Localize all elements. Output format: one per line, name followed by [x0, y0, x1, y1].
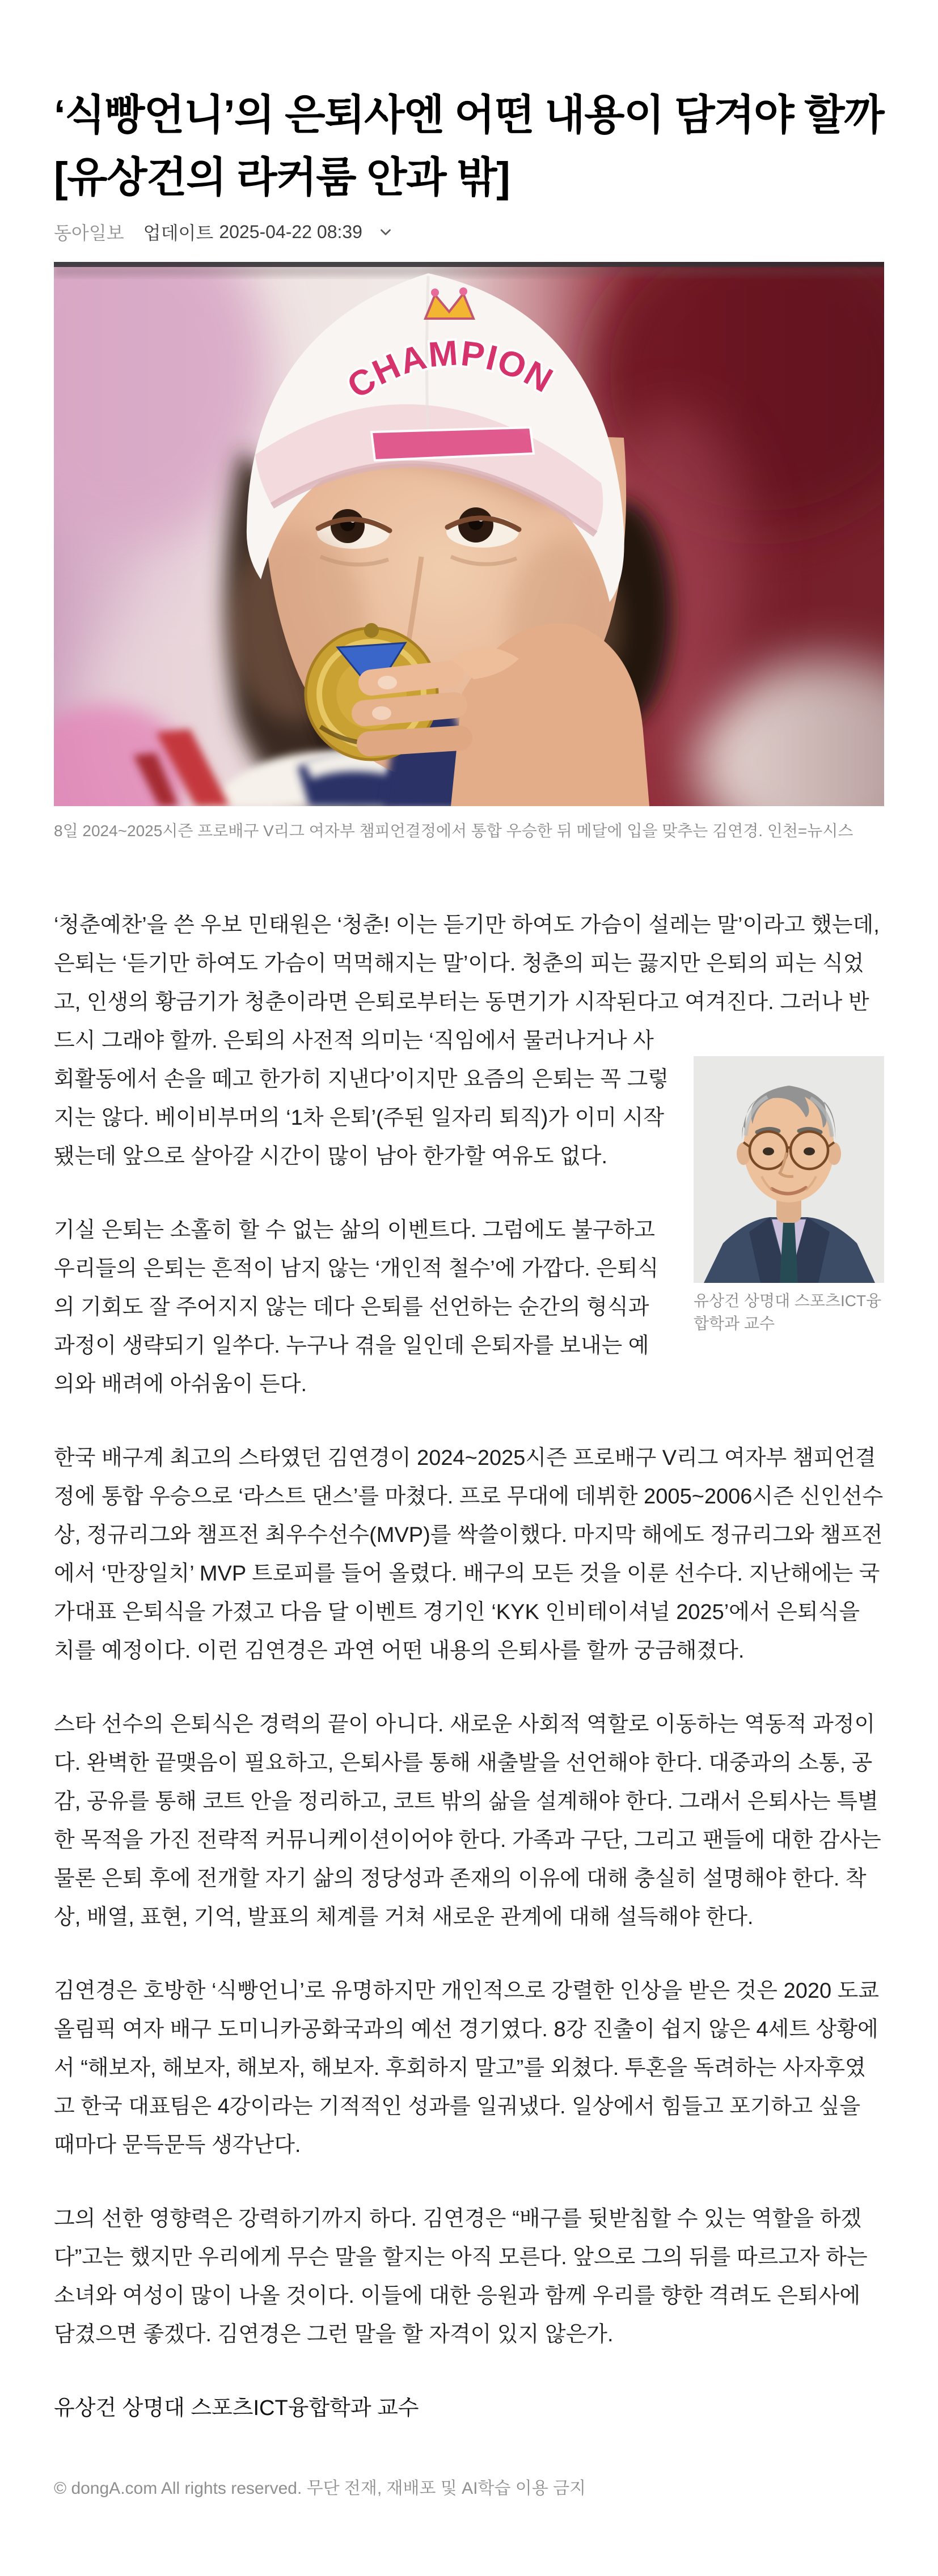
author-photo[interactable]	[694, 1056, 884, 1283]
hero-image[interactable]	[54, 262, 884, 806]
article-body	[54, 906, 884, 2427]
paragraph: ‘청춘예찬’을 쓴 우보 민태원은 ‘청춘! 이는 듣기만 하여도 가슴이 설레는 말’이라고 했는데, 은퇴는 ‘듣기만 하여도 가슴이 먹먹해지는 말’이다. 청춘의 피는 끓지만 은퇴의 피는 식었고, 인생의 황금기가 청춘이라면 은퇴로부터는 동면기가 시작된다고 여겨진다. 그러나 반드시 그래야 할까. 은퇴의 사전적 의미는 ‘직임에서 물러나거나 사회활동에서 손을 떼고 한가히 지낸다’이지만 요즘의 은퇴는 꼭 그렇지는 않다. 베이비부머의 ‘1차 은퇴’(주된 일자리 퇴직)가 이미 시작됐는데 앞으로 살아갈 시간이 많이 남아 한가할 여유도 없다.	[54, 913, 880, 1168]
source-name[interactable]: 동아일보	[54, 223, 124, 243]
page-title	[54, 84, 884, 209]
byline	[54, 219, 884, 245]
author-signature: 유상건 상명대 스포츠ICT융합학과 교수	[54, 2396, 419, 2420]
paragraph: 기실 은퇴는 소홀히 할 수 없는 삶의 이벤트다. 그럼에도 불구하고 우리들의 은퇴는 흔적이 남지 않는 ‘개인적 철수’에 가깝다. 은퇴식의 기회도 잘 주어지지 않는 데다 은퇴를 선언하는 순간의 형식과 과정이 생략되기 일쑤다. 누구나 겪을 일인데 은퇴자를 보내는 예의와 배려에 아쉬움이 든다.	[54, 1218, 659, 1396]
paragraph: 김연경은 호방한 ‘식빵언니’로 유명하지만 개인적으로 강렬한 인상을 받은 것은 2020 도쿄 올림픽 여자 배구 도미니카공화국과의 예선 경기였다. 8강 진출이 쉽지 않은 4세트 상황에서 “해보자, 해보자, 해보자, 해보자. 후회하지 말고”를 외쳤다. 투혼을 독려하는 사자후였고 한국 대표팀은 4강이라는 기적적인 성과를 일궈냈다. 일상에서 힘들고 포기하고 싶을 때마다 문득문득 생각난다.	[54, 1979, 880, 2157]
chevron-down-icon[interactable]	[377, 223, 394, 240]
author-figure	[694, 1056, 884, 1335]
article-page	[54, 0, 884, 2541]
updated-label: 업데이트	[143, 223, 214, 243]
paragraph: 스타 선수의 은퇴식은 경력의 끝이 아니다. 새로운 사회적 역할로 이동하는 역동적 과정이다. 완벽한 끝맺음이 필요하고, 은퇴사를 통해 새출발을 선언해야 한다. 대중과의 소통, 공감, 공유를 통해 코트 안을 정리하고, 코트 밖의 삶을 설계해야 한다. 그래서 은퇴사는 특별한 목적을 가진 전략적 커뮤니케이션이어야 한다. 가족과 구단, 그리고 팬들에 대한 감사는 물론 은퇴 후에 전개할 자기 삶의 정당성과 존재의 이유에 대해 충실히 설명해야 한다. 착상, 배열, 표현, 기억, 발표의 체계를 거쳐 새로운 관계에 대해 설득해야 한다.	[54, 1713, 881, 1929]
hero-caption: 8일 2024~2025시즌 프로배구 V리그 여자부 챔피언결정에서 통합 우승한 뒤 메달에 입을 맞추는 김연경. 인천=뉴시스	[54, 822, 854, 840]
copyright-notice: © dongA.com All rights reserved. 무단 전재, 재배포 및 AI학습 이용 금지	[54, 2479, 586, 2498]
paragraph: 그의 선한 영향력은 강력하기까지 하다. 김연경은 “배구를 뒷받침할 수 있는 역할을 하겠다”고는 했지만 우리에게 무슨 말을 할지는 아직 모른다. 앞으로 그의 뒤를 따르고자 하는 소녀와 여성이 많이 나올 것이다. 이들에 대한 응원과 함께 우리를 향한 격려도 은퇴사에 담겼으면 좋겠다. 김연경은 그런 말을 할 자격이 있지 않은가.	[54, 2207, 868, 2346]
title-line-2: [유상건의 라커룸 안과 밖]	[54, 154, 510, 201]
updated-timestamp: 2025-04-22 08:39	[219, 221, 362, 242]
paragraph: 한국 배구계 최고의 스타였던 김연경이 2024~2025시즌 프로배구 V리그 여자부 챔피언결정에 통합 우승으로 ‘라스트 댄스’를 마쳤다. 프로 무대에 데뷔한 2005~2006시즌 신인선수상, 정규리그와 챔프전 최우수선수(MVP)를 싹쓸이했다. 마지막 해에도 정규리그와 챔프전에서 ‘만장일치’ MVP 트로피를 들어 올렸다. 배구의 모든 것을 이룬 선수다. 지난해에는 국가대표 은퇴식을 가졌고 다음 달 이벤트 경기인 ‘KYK 인비테이셔널 2025’에서 은퇴식을 치를 예정이다. 이런 김연경은 과연 어떤 내용의 은퇴사를 할까 궁금해졌다.	[54, 1446, 884, 1663]
author-caption: 유상건 상명대 스포츠ICT융합학과 교수	[694, 1292, 882, 1332]
hero-figure	[54, 262, 884, 842]
title-line-1: ‘식빵언니’의 은퇴사엔 어떤 내용이 담겨야 할까	[54, 91, 884, 138]
